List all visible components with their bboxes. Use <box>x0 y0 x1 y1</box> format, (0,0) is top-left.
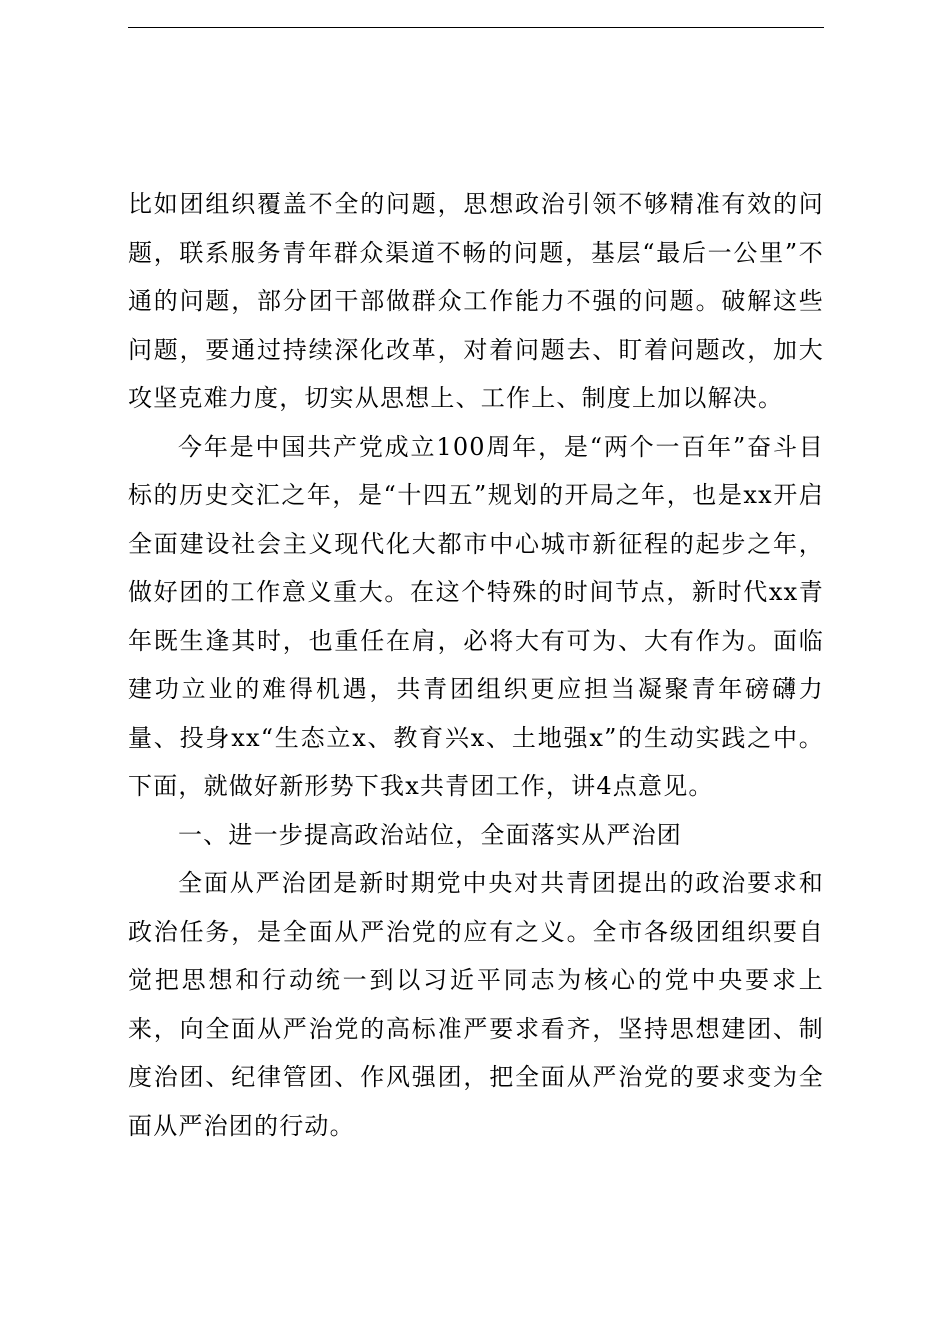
header-rule <box>128 27 824 28</box>
paragraph-strict-governance: 全面从严治团是新时期党中央对共青团提出的政治要求和政治任务，是全面从严治党的应有之义。全市各级团组织要自觉把思想和行动统一到以习近平同志为核心的党中央要求上来，向全面从严治党的高标准严要求看齐，坚持思想建团、制度治团、纪律管团、作风强团，把全面从严治党的要求变为全面从严治团的行动。 <box>128 869 824 1140</box>
paragraph-centenary: 今年是中国共产党成立100周年，是“两个一百年”奋斗目标的历史交汇之年，是“十四五”规划的开局之年，也是xx开启全面建设社会主义现代化大都市中心城市新征程的起步之年，做好团的工作意义重大。在这个特殊的时间节点，新时代xx青年既生逢其时，也重任在肩，必将大有可为、大有作为。面临建功立业的难得机遇，共青团组织更应担当凝聚青年磅礴力量、投身xx“生态立x、教育兴x、土地强x”的生动实践之中。下面，就做好新形势下我x共青团工作，讲4点意见。 <box>128 432 824 800</box>
document-body <box>128 180 824 1150</box>
section-heading-1: 一、进一步提高政治站位，全面落实从严治团 <box>178 820 682 849</box>
paragraph-problems: 比如团组织覆盖不全的问题，思想政治引领不够精准有效的问题，联系服务青年群众渠道不畅的问题，基层“最后一公里”不通的问题，部分团干部做群众工作能力不强的问题。破解这些问题，要通过持续深化改革，对着问题去、盯着问题改，加大攻坚克难力度，切实从思想上、工作上、制度上加以解决。 <box>128 190 824 412</box>
